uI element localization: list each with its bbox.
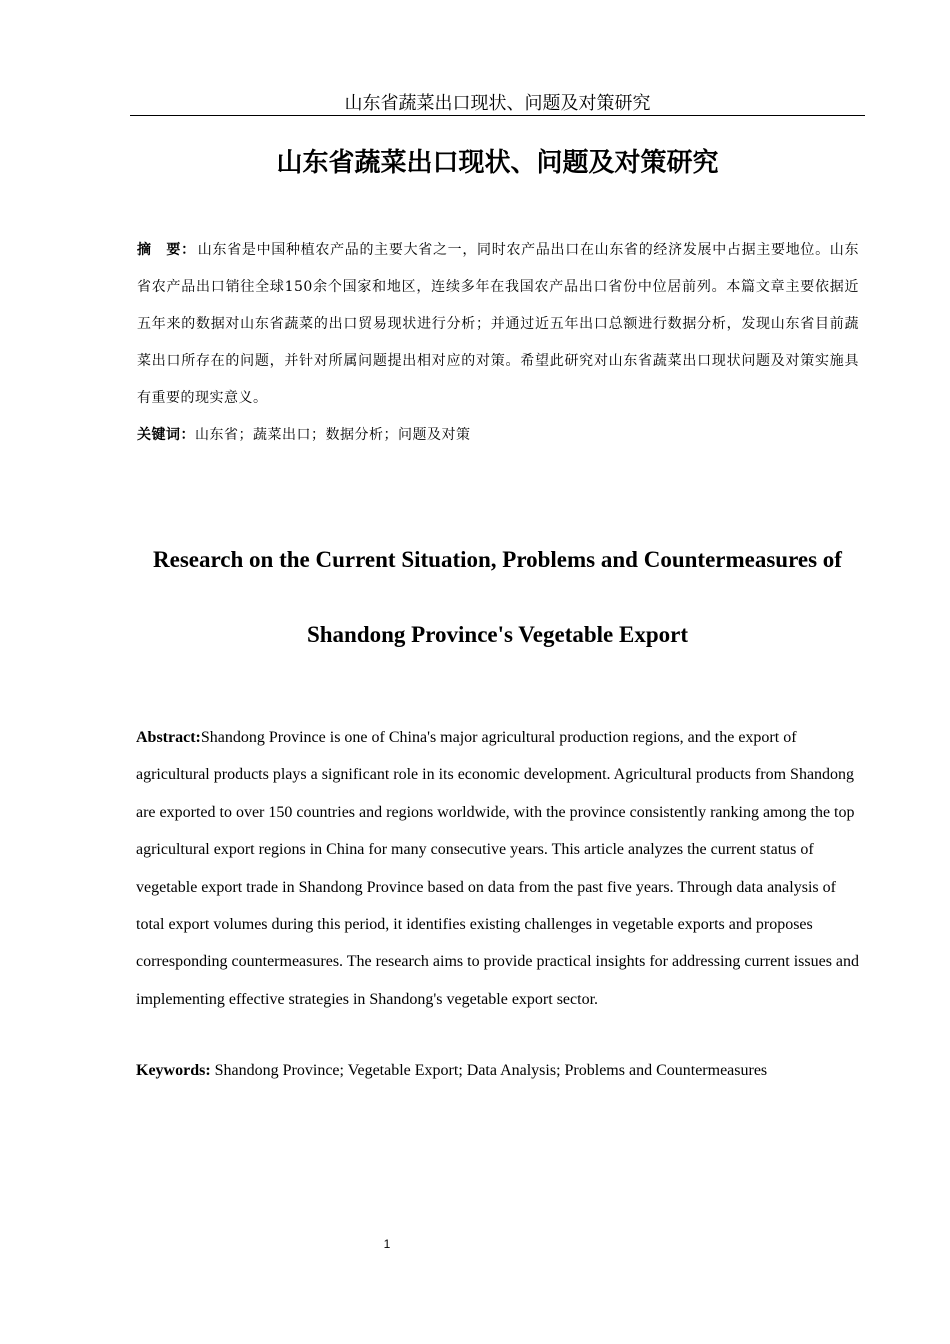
english-keywords-label: Keywords: xyxy=(136,1062,211,1079)
chinese-abstract-label: 摘 要： xyxy=(137,242,196,258)
english-title-line-1: Research on the Current Situation, Problems and Countermeasures of xyxy=(153,547,842,572)
chinese-keywords-label: 关键词： xyxy=(137,427,195,443)
english-abstract-text: Shandong Province is one of China's major agricultural production regions, and the export of agricultural products plays a significant role in its economic development. Agricultural products from Shandong are exported to over 150 countries and regions worldwide, with the province consistently ranking among the top agricultural export regions in China for many consecutive years. This article analyzes the current status of vegetable export trade in Shandong Province based on data from the past five years. Through data analysis of total export volumes during this period, it identifies existing challenges in vegetable exports and proposes corresponding countermeasures. The research aims to provide practical insights for addressing current issues and implementing effective strategies in Shandong's vegetable export sector. xyxy=(136,729,860,1008)
chinese-abstract xyxy=(137,232,859,417)
english-keywords-text: Shandong Province; Vegetable Export; Data Analysis; Problems and Countermeasures xyxy=(210,1062,768,1079)
page-number: 1 xyxy=(383,1237,391,1251)
header-rule xyxy=(130,115,865,116)
chinese-keywords-text: 山东省；蔬菜出口；数据分析；问题及对策 xyxy=(195,427,471,443)
running-header: 山东省蔬菜出口现状、问题及对策研究 xyxy=(344,93,651,114)
english-keywords xyxy=(136,1056,866,1086)
english-abstract-label: Abstract: xyxy=(136,729,201,746)
chinese-abstract-text: 山东省是中国种植农产品的主要大省之一，同时农产品出口在山东省的经济发展中占据主要地位。山东省农产品出口销往全球150余个国家和地区，连续多年在我国农产品出口省份中位居前列。本篇文章主要依据近五年来的数据对山东省蔬菜的出口贸易现状进行分析；并通过近五年出口总额进行数据分析，发现山东省目前蔬菜出口所存在的问题，并针对所属问题提出相对应的对策。希望此研究对山东省蔬菜出口现状问题及对策实施具有重要的现实意义。 xyxy=(137,242,860,406)
english-title xyxy=(130,522,865,672)
chinese-keywords xyxy=(137,420,859,450)
english-title-line-2: Shandong Province's Vegetable Export xyxy=(306,622,689,647)
english-abstract xyxy=(136,719,866,1018)
chinese-title: 山东省蔬菜出口现状、问题及对策研究 xyxy=(276,148,719,178)
